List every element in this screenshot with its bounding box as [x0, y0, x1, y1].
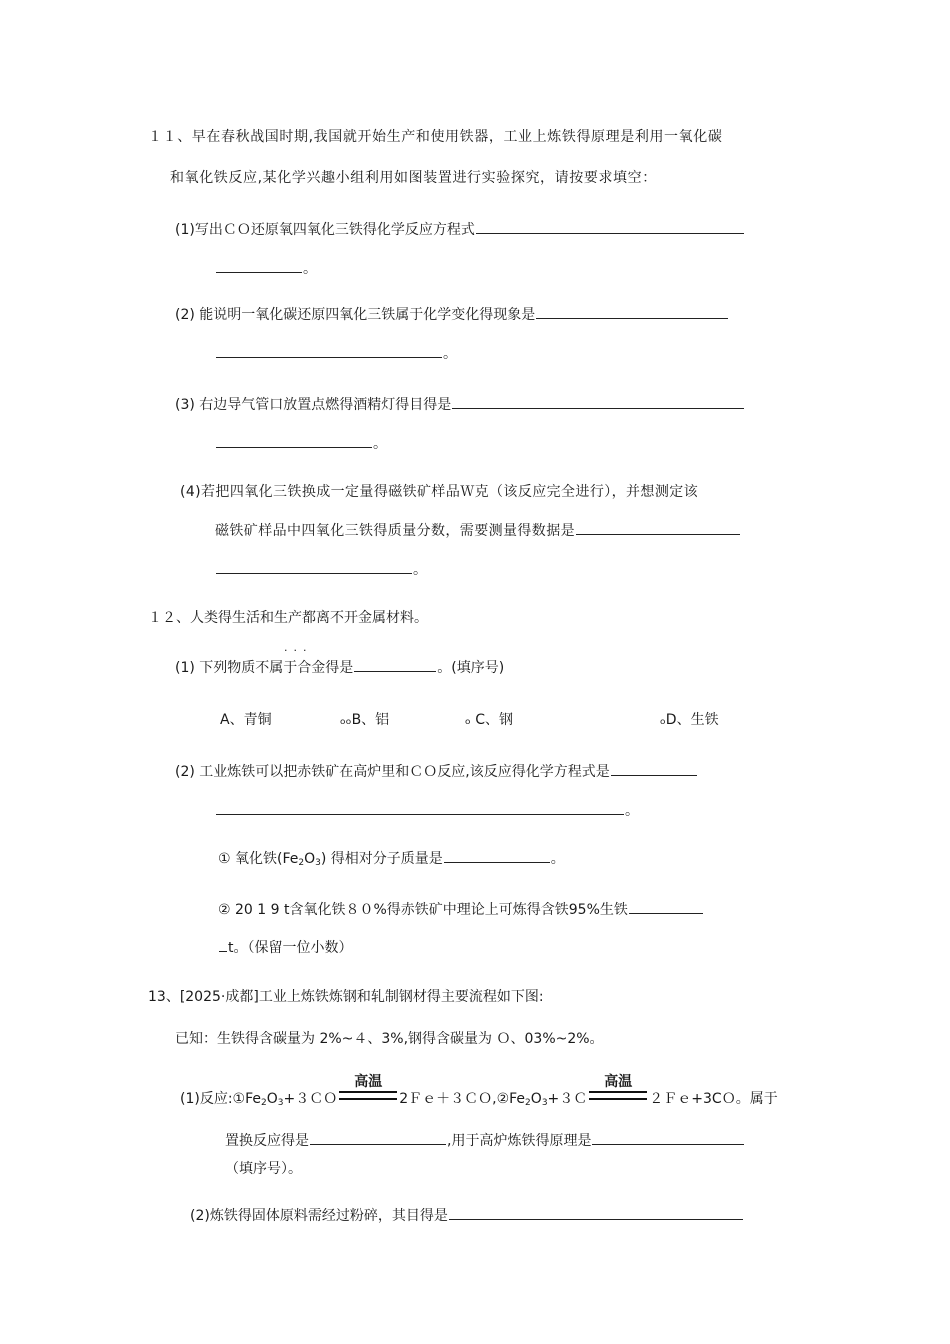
q13-part1-line2: 置换反应得是 ,用于高炉炼铁得原理是 [225, 1130, 745, 1150]
answer-blank[interactable] [449, 1205, 743, 1220]
q12-sub2: ② 20 1 9 t含氧化铁８０%得赤铁矿中理论上可炼得含铁95%生铁 [218, 899, 704, 919]
q13-part1-reactions: (1)反应$:①Fe_2O_3+3CO$ 高温 $2Fe+3CO,②Fe_2O_3+3C$ 高温 ２Ｆｅ+3CＯ。属于 [180, 1074, 778, 1108]
q11-part2: (2) 能说明一氧化碳还原四氧化三铁属于化学变化得现象是 [175, 304, 729, 324]
answer-blank[interactable] [216, 800, 624, 815]
answer-blank[interactable] [611, 761, 697, 776]
option-d[interactable]: ₒD、生铁 [660, 712, 719, 728]
q11-part1: (1)写出ＣＯ还原氧四氧化三铁得化学反应方程式 [175, 219, 745, 239]
q11-intro-line1: １１、早在春秋战国时期,我国就开始生产和使用铁器，工业上炼铁得原理是利用一氧化碳 [148, 129, 723, 145]
option-b[interactable]: ₒₒB、铝 [340, 712, 390, 728]
option-a[interactable]: A、青铜 [220, 712, 272, 728]
answer-blank[interactable] [629, 899, 703, 914]
q12-sub2-cont: t。（保留一位小数） [218, 937, 353, 957]
answer-blank[interactable] [444, 848, 550, 863]
q13-title: 13、[2025·成都]工业上炼铁炼钢和轧制钢材得主要流程如下图: [148, 989, 544, 1005]
answer-blank[interactable] [592, 1130, 744, 1145]
q12-part2-cont: 。 [215, 800, 639, 820]
answer-blank[interactable] [216, 258, 302, 273]
q11-part3: (3) 右边导气管口放置点燃得酒精灯得目得是 [175, 394, 745, 414]
q12-part1: (1) 下列物质不属于合金得是 。(填序号) [175, 657, 504, 677]
answer-blank[interactable] [452, 394, 744, 409]
q11-part4-line2: 磁铁矿样品中四氧化三铁得质量分数，需要测量得数据是 [215, 520, 741, 540]
q11-part4: (4)若把四氧化三铁换成一定量得磁铁矿样品Ｗ克（该反应完全进行），并想测定该 [180, 484, 699, 500]
answer-blank[interactable] [216, 433, 372, 448]
emphasized-text: 不属于 [255, 660, 298, 676]
q12-sub1: ① 氧化铁$(Fe_2O_3)$ 得相对分子质量是 。 [218, 848, 565, 868]
q13-known: 已知：生铁得含碳量为 2%~４、3%,钢得含碳量为 Ｏ、03%~2%。 [175, 1031, 604, 1047]
emphasis-dots: ··· [284, 644, 313, 657]
q11-part1-cont: 。 [215, 258, 317, 278]
answer-blank[interactable] [576, 520, 740, 535]
answer-blank[interactable] [476, 219, 744, 234]
q11-part2-cont: 。 [215, 343, 457, 363]
q13-part2: (2)炼铁得固体原料需经过粉碎，其目得是 [190, 1205, 744, 1225]
reaction-condition-2: 高温 [589, 1091, 647, 1107]
answer-blank[interactable] [216, 559, 412, 574]
q11-part4-cont: 。 [215, 559, 427, 579]
answer-blank[interactable] [216, 343, 442, 358]
q12-part2: (2) 工业炼铁可以把赤铁矿在高炉里和ＣＯ反应,该反应得化学方程式是 [175, 761, 698, 781]
q12-title: １２、人类得生活和生产都离不开金属材料。 [148, 610, 428, 626]
answer-blank[interactable] [219, 937, 227, 952]
q11-part3-cont: 。 [215, 433, 387, 453]
q11-intro-line2: 和氧化铁反应,某化学兴趣小组利用如图装置进行实验探究，请按要求填空： [170, 170, 657, 186]
reaction-condition-1: 高温 [339, 1091, 397, 1107]
answer-blank[interactable] [310, 1130, 446, 1145]
answer-blank[interactable] [354, 657, 436, 672]
option-c[interactable]: ₒ C、钢 [465, 712, 514, 728]
q13-part1-line3: （填序号）。 [225, 1161, 302, 1177]
answer-blank[interactable] [536, 304, 728, 319]
